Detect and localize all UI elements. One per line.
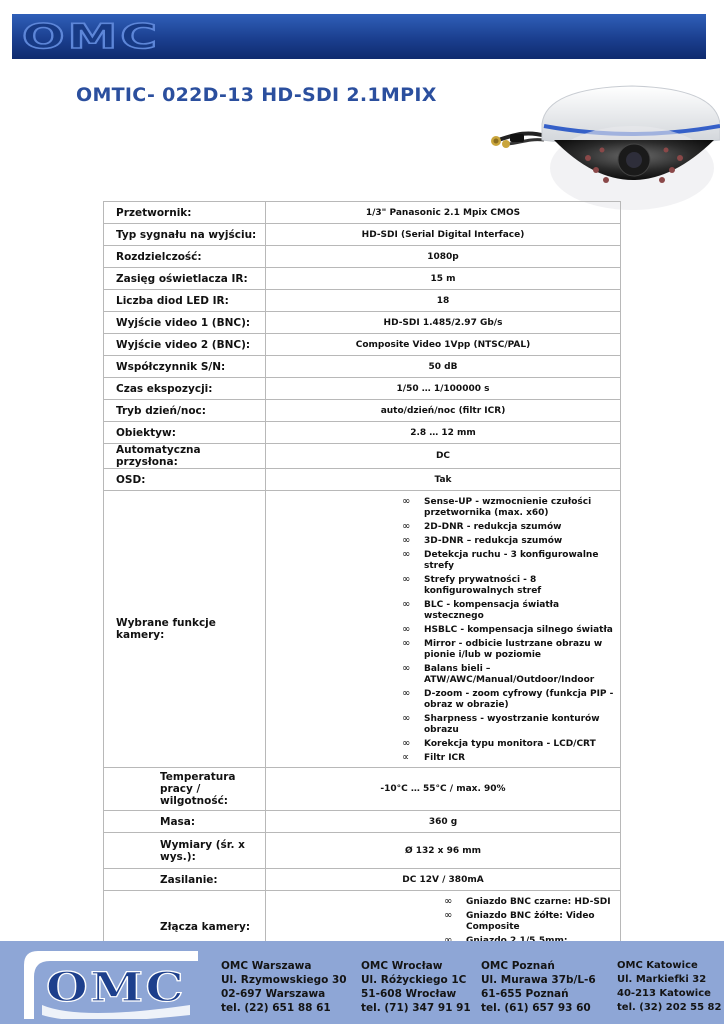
office-city: 51-608 Wrocław <box>361 988 457 1000</box>
spec-row <box>104 811 621 833</box>
spec-label: Wyjście video 2 (BNC): <box>104 334 266 356</box>
spec-row <box>104 378 621 400</box>
spec-value: -10°C … 55°C / max. 90% <box>266 768 621 811</box>
features-cell <box>266 491 621 768</box>
list-item <box>402 497 620 519</box>
office-phone: tel. (32) 202 55 82 <box>617 1002 722 1013</box>
infinity-bullet-icon: ∞ <box>402 713 411 724</box>
feature-text: 2D-DNR - redukcja szumów <box>424 522 562 532</box>
connectors-label: Złącza kamery: <box>104 891 266 964</box>
infinity-bullet-icon: ∞ <box>402 521 411 532</box>
feature-text: HSBLC - kompensacja silnego światła <box>424 625 613 635</box>
top-banner <box>12 14 706 59</box>
spec-row <box>104 312 621 334</box>
list-item <box>402 522 620 533</box>
spec-label: Tryb dzień/noc: <box>104 400 266 422</box>
spec-value: DC <box>266 444 621 469</box>
list-item <box>402 714 620 736</box>
list-item <box>444 897 616 908</box>
spec-label: Współczynnik S/N: <box>104 356 266 378</box>
infinity-bullet-icon: ∞ <box>402 688 411 699</box>
spec-row <box>104 202 621 224</box>
spec-row <box>104 833 621 869</box>
list-item <box>402 689 620 711</box>
spec-label: Liczba diod LED IR: <box>104 290 266 312</box>
spec-label: Zasięg oświetlacza IR: <box>104 268 266 290</box>
list-item <box>402 625 620 636</box>
omc-footer-logo-text: OMC <box>46 964 186 1011</box>
infinity-bullet-icon: ∞ <box>402 574 411 585</box>
list-item <box>402 600 620 622</box>
feature-text: D-zoom - zoom cyfrowy (funkcja PIP - obraz w obrazie) <box>424 689 614 710</box>
spec-label <box>104 768 266 811</box>
proportional-bullet-icon: ∝ <box>402 752 410 763</box>
list-item <box>402 753 620 764</box>
infinity-bullet-icon: ∞ <box>402 549 411 560</box>
spec-value: Tak <box>266 469 621 491</box>
office-phone: tel. (71) 347 91 91 <box>361 1002 471 1014</box>
feature-text: 3D-DNR – redukcja szumów <box>424 536 563 546</box>
office-name: OMC Poznań <box>481 960 555 972</box>
feature-text: Strefy prywatności - 8 konfigurowalnych stref <box>424 575 542 596</box>
spec-value: 1080p <box>266 246 621 268</box>
infinity-bullet-icon: ∞ <box>402 624 411 635</box>
spec-value: 50 dB <box>266 356 621 378</box>
spec-value: 15 m <box>266 268 621 290</box>
office-wroclaw <box>361 959 471 1015</box>
office-city: 40-213 Katowice <box>617 988 711 999</box>
office-street: Ul. Markiefki 32 <box>617 974 707 985</box>
spec-label: Zasilanie: <box>104 869 266 891</box>
office-city: 02-697 Warszawa <box>221 988 326 1000</box>
spec-value: HD-SDI 1.485/2.97 Gb/s <box>266 312 621 334</box>
spec-row <box>104 334 621 356</box>
spec-label: Wyjście video 1 (BNC): <box>104 312 266 334</box>
list-item <box>402 575 620 597</box>
spec-label-text: Temperatura pracy / wilgotność: <box>160 771 236 807</box>
feature-text: BLC - kompensacja światła wstecznego <box>424 600 560 621</box>
infinity-bullet-icon: ∞ <box>402 738 411 749</box>
spec-label: Typ sygnału na wyjściu: <box>104 224 266 246</box>
office-name: OMC Katowice <box>617 960 698 971</box>
spec-value: 18 <box>266 290 621 312</box>
spec-row <box>104 290 621 312</box>
spec-row <box>104 224 621 246</box>
infinity-bullet-icon: ∞ <box>402 535 411 546</box>
spec-value: 1/3" Panasonic 2.1 Mpix CMOS <box>266 202 621 224</box>
spec-value: auto/dzień/noc (filtr ICR) <box>266 400 621 422</box>
office-street: Ul. Murawa 37b/L-6 <box>481 974 596 986</box>
features-list <box>266 497 620 764</box>
office-name: OMC Warszawa <box>221 960 312 972</box>
spec-value: HD-SDI (Serial Digital Interface) <box>266 224 621 246</box>
spec-row <box>104 246 621 268</box>
spec-row <box>104 444 621 469</box>
spec-row <box>104 768 621 811</box>
infinity-bullet-icon: ∞ <box>402 638 411 649</box>
infinity-bullet-icon: ∞ <box>444 896 453 907</box>
office-phone: tel. (61) 657 93 60 <box>481 1002 591 1014</box>
list-item <box>402 536 620 547</box>
page-title: OMTIC- 022D-13 HD-SDI 2.1MPIX <box>76 84 437 106</box>
office-street: Ul. Rzymowskiego 30 <box>221 974 347 986</box>
list-item <box>402 639 620 661</box>
feature-text: Mirror - odbicie lustrzane obrazu w pionie i/lub w poziomie <box>424 639 603 660</box>
office-city: 61-655 Poznań <box>481 988 569 1000</box>
list-item <box>402 739 620 750</box>
spec-value: 360 g <box>266 811 621 833</box>
spec-label: Automatyczna przysłona: <box>104 444 266 469</box>
feature-text: Korekcja typu monitora - LCD/CRT <box>424 739 596 749</box>
feature-text: Filtr ICR <box>424 753 466 763</box>
list-item <box>402 664 620 686</box>
infinity-bullet-icon: ∞ <box>402 663 411 674</box>
features-row <box>104 491 621 768</box>
spec-label: Czas ekspozycji: <box>104 378 266 400</box>
spec-row <box>104 469 621 491</box>
spec-label: Masa: <box>104 811 266 833</box>
spec-label: Obiektyw: <box>104 422 266 444</box>
infinity-bullet-icon: ∞ <box>402 496 411 507</box>
feature-text: Balans bieli – ATW/AWC/Manual/Outdoor/Indoor <box>424 664 595 685</box>
office-poznan <box>481 959 596 1015</box>
spec-value: 2.8 … 12 mm <box>266 422 621 444</box>
spec-value: Ø 132 x 96 mm <box>266 833 621 869</box>
office-name: OMC Wrocław <box>361 960 443 972</box>
office-katowice <box>617 959 721 1015</box>
feature-text: Sense-UP - wzmocnienie czułości przetwornika (max. x60) <box>424 497 592 518</box>
connector-text: Gniazdo BNC czarne: HD-SDI <box>466 897 611 907</box>
footer <box>0 941 724 1024</box>
spec-label: Przetwornik: <box>104 202 266 224</box>
infinity-bullet-icon: ∞ <box>402 599 411 610</box>
spec-table <box>103 201 621 964</box>
office-street: Ul. Różyckiego 1C <box>361 974 467 986</box>
spec-row <box>104 869 621 891</box>
omc-footer-logo <box>20 947 198 1019</box>
dome-camera-image <box>484 80 720 212</box>
infinity-bullet-icon: ∞ <box>444 910 453 921</box>
spec-row <box>104 268 621 290</box>
office-phone: tel. (22) 651 88 61 <box>221 1002 331 1014</box>
omc-logo-text: OMC <box>22 19 160 53</box>
omc-logo <box>18 19 166 53</box>
spec-row <box>104 356 621 378</box>
spec-label: Rozdzielczość: <box>104 246 266 268</box>
spec-value: 1/50 … 1/100000 s <box>266 378 621 400</box>
office-warszawa <box>221 959 347 1015</box>
spec-row <box>104 422 621 444</box>
spec-label: OSD: <box>104 469 266 491</box>
feature-text: Detekcja ruchu - 3 konfigurowalne strefy <box>424 550 599 571</box>
connector-text: Gniazdo BNC żółte: Video Composite <box>466 911 595 932</box>
feature-text: Sharpness - wyostrzanie konturów obrazu <box>424 714 600 735</box>
spec-label <box>104 833 266 869</box>
list-item <box>402 550 620 572</box>
features-label: Wybrane funkcje kamery: <box>104 491 266 768</box>
spec-value: Composite Video 1Vpp (NTSC/PAL) <box>266 334 621 356</box>
list-item <box>444 911 616 933</box>
spec-label-text: Wymiary (śr. x wys.): <box>160 838 245 863</box>
spec-value: DC 12V / 380mA <box>266 869 621 891</box>
spec-row <box>104 400 621 422</box>
